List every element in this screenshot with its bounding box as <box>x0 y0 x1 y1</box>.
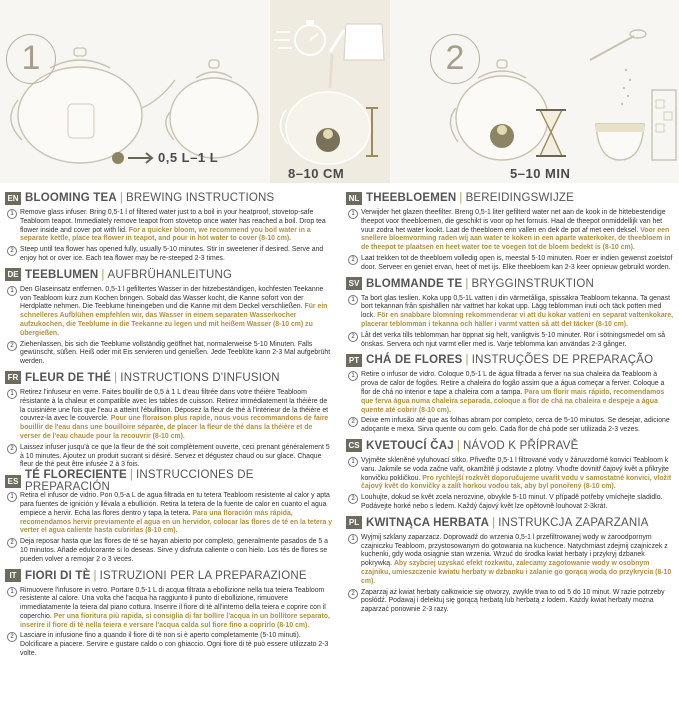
section-en <box>5 190 333 264</box>
title-separator: | <box>114 371 118 384</box>
language-code-badge: ES <box>5 475 21 488</box>
title-separator: | <box>459 192 463 204</box>
section-title <box>25 192 274 204</box>
step-number: 1 <box>348 534 358 544</box>
step-tip: Aby szybciej uzyskać efekt rozkwitu, zalecamy zagotowanie wody w osobnym czajniku, umieszczenie kwiatu herbaty w dzbanku i zalanie go gorącą wodą do przykrycia (8-10 cm). <box>361 560 672 585</box>
step-text: Retira el infusor de vidrio. Pon 0,5-a L de agua filtrada en tu tetera Teabloom resistente al calor y apta para fuentes de ignición y llévala a ebullición. Retira la tetera de la fuente de calor en cuanto el agua empiece a hervir. Echa las flores dentro y tapa la tetera. <box>20 492 330 517</box>
step-text: Deixe em infusão até que as folhas abram por completo, cerca de 5-10 minutos. Se desejar, adicione adoçante e mexa. Sirva quente ou com gelo. Cada flor de chá pode ser utilizada 2-3 vezes. <box>361 417 670 434</box>
step-paragraph <box>346 534 674 587</box>
title-main: BLOOMING TEA <box>25 192 117 204</box>
section-title <box>366 354 653 366</box>
step-number: 2 <box>7 538 17 548</box>
language-code-badge: CS <box>346 439 362 452</box>
step-text: Lasciare in infusione fino a quando il fiore di tè non si è aperto completamente (5-10 minuti). Dolcificare a piacere. Servire e gustare caldo o con ghiaccio. Ogni fiore di tè può essere utilizzato 2-3 volte. <box>20 632 329 658</box>
step-number: 2 <box>7 341 17 351</box>
step-paragraph <box>346 589 674 615</box>
step-number: 2 <box>348 494 358 504</box>
step-paragraph <box>346 494 674 512</box>
step-paragraph <box>346 332 674 350</box>
step-paragraph <box>346 209 674 253</box>
title-main: BLOMMANDE TE <box>366 277 463 290</box>
step-paragraph <box>346 457 674 492</box>
step-tip: För en snabbare blomning rekommenderar vi att du kokar vatteni en separat vattenkokare, placerar teblomman i tekanna och häller i varmt vatten så att det täcker (8-10 cm). <box>361 312 674 328</box>
step-number: 1 <box>348 209 358 219</box>
step-tip: Pro rychlejší rozkvět doporučujeme uvařit vodu v samostatné konvici, vložit čajový květ do konvičky a zalít horkou vodou tak, aby byl ponořený (8-10 cm). <box>361 474 672 491</box>
step-number: 1 <box>7 209 17 219</box>
title-subtitle: BRYGGINSTRUKTION <box>471 277 594 290</box>
step-tip: Für ein schnelleres Aufblühen empfehlen wir, das Wasser in einem separaten Wasserkocher aufzukochen, die Teeblume in die Teekanne zu legen und mit heißem Wasser (8-10 cm) zu übergießen. <box>20 303 328 337</box>
title-subtitle: AUFBRÜHANLEITUNG <box>107 268 233 281</box>
language-code-badge: FR <box>5 371 21 384</box>
language-code-badge: PT <box>346 354 362 367</box>
title-separator: | <box>456 439 461 452</box>
section-header <box>5 370 333 386</box>
section-title <box>366 192 574 204</box>
section-title <box>25 269 232 281</box>
step-text: Den Glaseinsatz entfernen. 0,5-1 l gefiltertes Wasser in der hitzebeständigen, kochfesten Teekanne von Teabloom kurz zum Kochen bringen. Sobald das Wasser kocht, die Kanne sofort von der Herdplatte nehmen. Die Teeblume hineingeben und die Kanne mit dem Deckel verschließen. <box>20 285 324 311</box>
step-text: Vyjměte skleněné vyluhovací sítko. Přiveďte 0,5-1 l filtrované vody v žáruvzdorné konvici Teabloom k varu. Jakmile se voda začne vařit, okamžitě ji odstavte z plotny. Vhoďte dovnitř čajový květ a přikryjte konvičku pokličkou. <box>361 456 669 482</box>
language-code-badge: PL <box>346 516 362 529</box>
title-subtitle: INSTRUKCJA ZAPARZANIA <box>498 516 649 529</box>
pouring-kettle-illustration <box>270 0 390 183</box>
step-text: Deja reposar hasta que las flores de té se hayan abierto por completo, generalmente pasados de 5 a 10 minutos. Añade edulcorante si lo deseas. Sirve y disfruta caliente o con hielo. Los tés de flores se pueden volver a remojar 2 o 3 veces. <box>20 538 328 563</box>
step-text: Wyjmij szklany zaparzacz. Doprowadź do wrzenia 0,5-1 l przefiltrowanej wody w żaroodpornym czajniczku Teabloom, przystosowanym do gotowania na kuchence. Natychmiast zdejmij czajniczek z kuchenki, gdy woda osiągnie stan wrzenia. Wrzuć do środka kwiat herbaty i przykryj dzbanek pokrywką. <box>361 533 668 568</box>
step-mid-height-caption: 8–10 CM <box>288 166 345 181</box>
band-divider <box>0 183 679 185</box>
step2-number-badge: 2 <box>430 34 480 84</box>
section-header <box>346 352 674 368</box>
step-paragraph <box>346 255 674 273</box>
step-paragraph <box>5 286 333 339</box>
step-number: 2 <box>348 417 358 427</box>
step-number: 1 <box>348 457 358 467</box>
step-text: Verwijder het glazen theefilter. Breng 0,5-1 liter gefilterd water net aan de kook in de hittebestendige theepot voor theebloemen, die geschikt is voor op het fornuis. Haal de theepot onmiddellijk van het vuur zodra het water kookt. Laat de theebloem erin vallen en dek de pot af met een deksel. <box>361 209 666 234</box>
left-column <box>5 190 333 662</box>
step-tip: Para una floración más rápida, recomendamos hervir previamente el agua en un hervidor, colocar las flores de té en la tetera y verter el agua caliente hasta cubrirlas (8-10 cm). <box>20 509 333 535</box>
step-number: 1 <box>7 587 17 597</box>
step-tip: Voor een snellere bloemvorming raden wij aan water te koken in een aparte waterkoker, de theebloem in de theepot te plaatsen en heet water toe te voegen tot de bloem bedekt is (8-10 cm). <box>361 226 671 252</box>
title-separator: | <box>93 569 97 582</box>
step-number: 1 <box>7 389 17 399</box>
step-paragraph <box>5 209 333 244</box>
step-paragraph <box>346 417 674 435</box>
section-es <box>5 469 333 564</box>
section-title <box>366 278 594 290</box>
step-text: Låt det verka tills teblomman har öppnat sig helt, vanligtvis 5-10 minuter. Rör i sötningsmedel om så önskas. Servera och njut varmt eller med is. Varje teblomma kan användas 2-3 gånger. <box>361 331 666 348</box>
section-title <box>25 469 333 493</box>
step-text: Ziehenlassen, bis sich die Teeblume vollständig geöffnet hat, normalerweise 5-10 Minuten. Falls gewünscht, süßen. Heiß oder mit Eis servieren und genießen. Jede Teeblüte kann 2-3 Mal aufgebrüht werden. <box>20 340 331 366</box>
title-subtitle: INSTRUCCIONES DE PREPARACIÓN <box>25 469 254 494</box>
title-subtitle: BEREIDINGSWIJZE <box>465 192 574 204</box>
step-paragraph <box>5 632 333 658</box>
title-subtitle: INSTRUCTIONS D'INFUSION <box>120 371 280 384</box>
step-text: Remove glass infuser. Bring 0,5-1 l of filtered water just to a boil in your heatproof, stovetop-safe Teabloom teapot. Immediately remove teapot from stovetop once water has reached a boil. Drop tea flower inside and cover pot with lid. <box>20 209 326 234</box>
step-paragraph <box>5 246 333 264</box>
title-separator: | <box>119 192 124 204</box>
section-it <box>5 568 333 659</box>
title-main: KWITNĄCA HERBATA <box>366 516 490 529</box>
section-header <box>5 568 333 584</box>
section-title <box>366 440 578 452</box>
language-code-badge: EN <box>5 192 21 205</box>
title-main: KVETOUCÍ ČAJ <box>366 439 454 452</box>
step-paragraph <box>5 492 333 536</box>
section-fr <box>5 370 333 470</box>
step-paragraph <box>5 538 333 564</box>
step-tip: Para um florir mais rápido, recomendamos que ferva água numa chaleira separada, coloque a flor de chá na chaleira e despeje a água quente até cobrir (8-10 cm). <box>361 388 665 414</box>
step-text: Retirez l'infuseur en verre. Faites bouillir de 0,5 à 1 L d'eau filtrée dans votre théière Teabloom résistante à la chaleur et compatible avec les tables de cuisson. Retirez immédiatement la théière de la cuisinière une fois que l'eau a atteint l'ébullition. Déposez la fleur de thé à l'intérieur de la théière et couvrez-la avec le couvercle. <box>20 388 329 423</box>
step-number: 1 <box>348 295 358 305</box>
section-title <box>366 517 649 529</box>
title-main: TÉ FLORECIENTE <box>25 469 127 482</box>
step-number: 1 <box>7 286 17 296</box>
step-paragraph <box>5 341 333 367</box>
illustration-band <box>0 0 679 183</box>
section-nl <box>346 190 674 273</box>
step-mid-panel <box>270 0 390 183</box>
section-pl <box>346 515 674 615</box>
section-cs <box>346 438 674 512</box>
language-code-badge: SV <box>346 277 362 290</box>
step-text: Steep until tea flower has opened fully, usually 5-10 minutes. Stir in sweetener if desired. Serve and enjoy hot or over ice. Each tea flower may be re-steeped 2-3 times. <box>20 246 324 262</box>
title-main: CHÁ DE FLORES <box>366 354 463 367</box>
section-title <box>25 570 307 582</box>
step-number: 1 <box>7 492 17 502</box>
language-code-badge: DE <box>5 268 21 281</box>
step-paragraph <box>5 389 333 442</box>
step-paragraph <box>346 371 674 415</box>
section-pt <box>346 352 674 435</box>
title-subtitle: ISTRUZIONI PER LA PREPARAZIONE <box>99 569 307 582</box>
step-number: 2 <box>7 444 17 454</box>
section-title <box>25 372 280 384</box>
title-separator: | <box>129 469 134 482</box>
step-text: Ta bort glas teslien. Koka upp 0,5-1L vatten i din värmetåliga, spissäkra Teabloom tekanna. Ta genast bort tekannan från spishällen när vattnet har kokat upp. Lägg teblomman inuti och täck potten med lock. <box>361 294 670 320</box>
step2-panel <box>390 0 679 183</box>
title-subtitle: BREWING INSTRUCTIONS <box>126 192 275 204</box>
right-column <box>346 190 674 618</box>
title-main: TEEBLUMEN <box>25 268 99 281</box>
title-main: THEEBLOEMEN <box>366 192 457 204</box>
step-text: Rimuovere l'infusore in vetro. Portare 0,5-1 L di acqua filtrata a ebollizione nella tua teiera Teabloom resistente al calore. Una volta che l'acqua ha raggiunto il punto di ebollizione, rimuovere immediatamente la teiera dal piano cottura. Inserire il fiore di tè all'interno della teiera e coprire con il coperchio. <box>20 586 326 620</box>
section-sv <box>346 276 674 350</box>
language-code-badge: NL <box>346 192 362 205</box>
step-text: Laat trekken tot de theebloem volledig open is, meestal 5-10 minuten. Roer er indien gewenst zoetstof door. Serveer en geniet ervan, heet of met ijs. Elke theebloem kan 2-3 keer opnieuw gebruikt worden. <box>361 254 673 271</box>
title-main: FLEUR DE THÉ <box>25 371 112 384</box>
title-main: FIORI DI TÈ <box>25 569 91 582</box>
step-text: Louhujte, dokud se květ zcela nerozvine, obvykle 5-10 minut. V případě potřeby vmíchejte sladidlo. Podávejte horké nebo s ledem. Každý čajový květ lze opětovně louhovat 2-3krát. <box>361 494 663 510</box>
step-number: 2 <box>348 589 358 599</box>
step-number: 2 <box>7 632 17 642</box>
section-header <box>346 515 674 531</box>
title-separator: | <box>101 268 105 281</box>
step-tip: For a quicker bloom, we recommend you boil water in a separate kettle, place tea flower in teapot, and pour in hot water to cover (8-10 cm). <box>20 226 311 243</box>
step-number: 1 <box>348 371 358 381</box>
language-code-badge: IT <box>5 569 21 582</box>
step1-panel <box>0 0 270 183</box>
step1-volume-caption: 0,5 L–1 L <box>158 150 219 165</box>
section-header <box>5 267 333 283</box>
step-text: Zaparzaj aż kwiat herbaty całkowicie się otworzy, zwykle trwa to od 5 do 10 minut. W razie potrzeby posłódź. Podawaj i delektuj się gorącą herbatą lub herbatą z lodem. Każdy kwiat herbaty można zaparzać ponownie 2-3 razy. <box>361 588 665 614</box>
step-paragraph <box>5 587 333 631</box>
title-separator: | <box>465 277 469 290</box>
step-number: 2 <box>348 255 358 265</box>
step2-time-caption: 5–10 MIN <box>510 166 571 181</box>
title-subtitle: INSTRUÇÕES DE PREPARAÇÃO <box>471 354 654 367</box>
step-tip: Pour une floraison plus rapide, nous vous recommandons de faire bouillir de l'eau dans une bouilloire séparée, de placer la fleur de thé dans la théière et de verser de l'eau chaude pour la recouvrir (8-10 cm). <box>20 415 329 440</box>
section-header <box>346 438 674 454</box>
step-paragraph <box>5 444 333 470</box>
step-number: 2 <box>7 246 17 256</box>
section-de <box>5 267 333 367</box>
section-header <box>5 190 333 206</box>
section-header <box>346 276 674 292</box>
step-text: Retire o infusor de vidro. Coloque 0,5-1 L de água filtrada a ferver na sua chaleira da Teabloom à prova de calor de fogões. Retire a chaleira do fogão assim que a água começar a ferver. Coloque a flor de chá no interior e tape a chaleira com a tampa. <box>361 371 665 396</box>
title-separator: | <box>465 354 469 367</box>
section-header <box>5 469 333 494</box>
step-text: Laissez infuser jusqu'à ce que la fleur de thé soit complètement ouverte, ceci prenant généralement 5 à 10 minutes. Ajoutez un produit sucrant si désiré. Servez et dégustez chaud ou sur glace. Chaque fleur de thé peut être infusée 2 à 3 fois. <box>20 443 330 469</box>
step1-number-badge: 1 <box>6 34 56 84</box>
step-number: 2 <box>348 332 358 342</box>
step2-serving-illustration <box>390 0 679 183</box>
step1-teapot-illustration <box>0 0 270 183</box>
title-separator: | <box>492 516 496 529</box>
step-paragraph <box>346 295 674 330</box>
step-tip: Per una fioritura più rapida, si consiglia di far bollire l'acqua in un bollitore separato, inserire il fiore di tè nella teiera e versare l'acqua calda sul fiore fino a coprirlo (8-10 cm). <box>20 612 330 629</box>
section-header <box>346 190 674 206</box>
title-subtitle: NÁVOD K PŘÍPRAVĚ <box>463 439 579 452</box>
